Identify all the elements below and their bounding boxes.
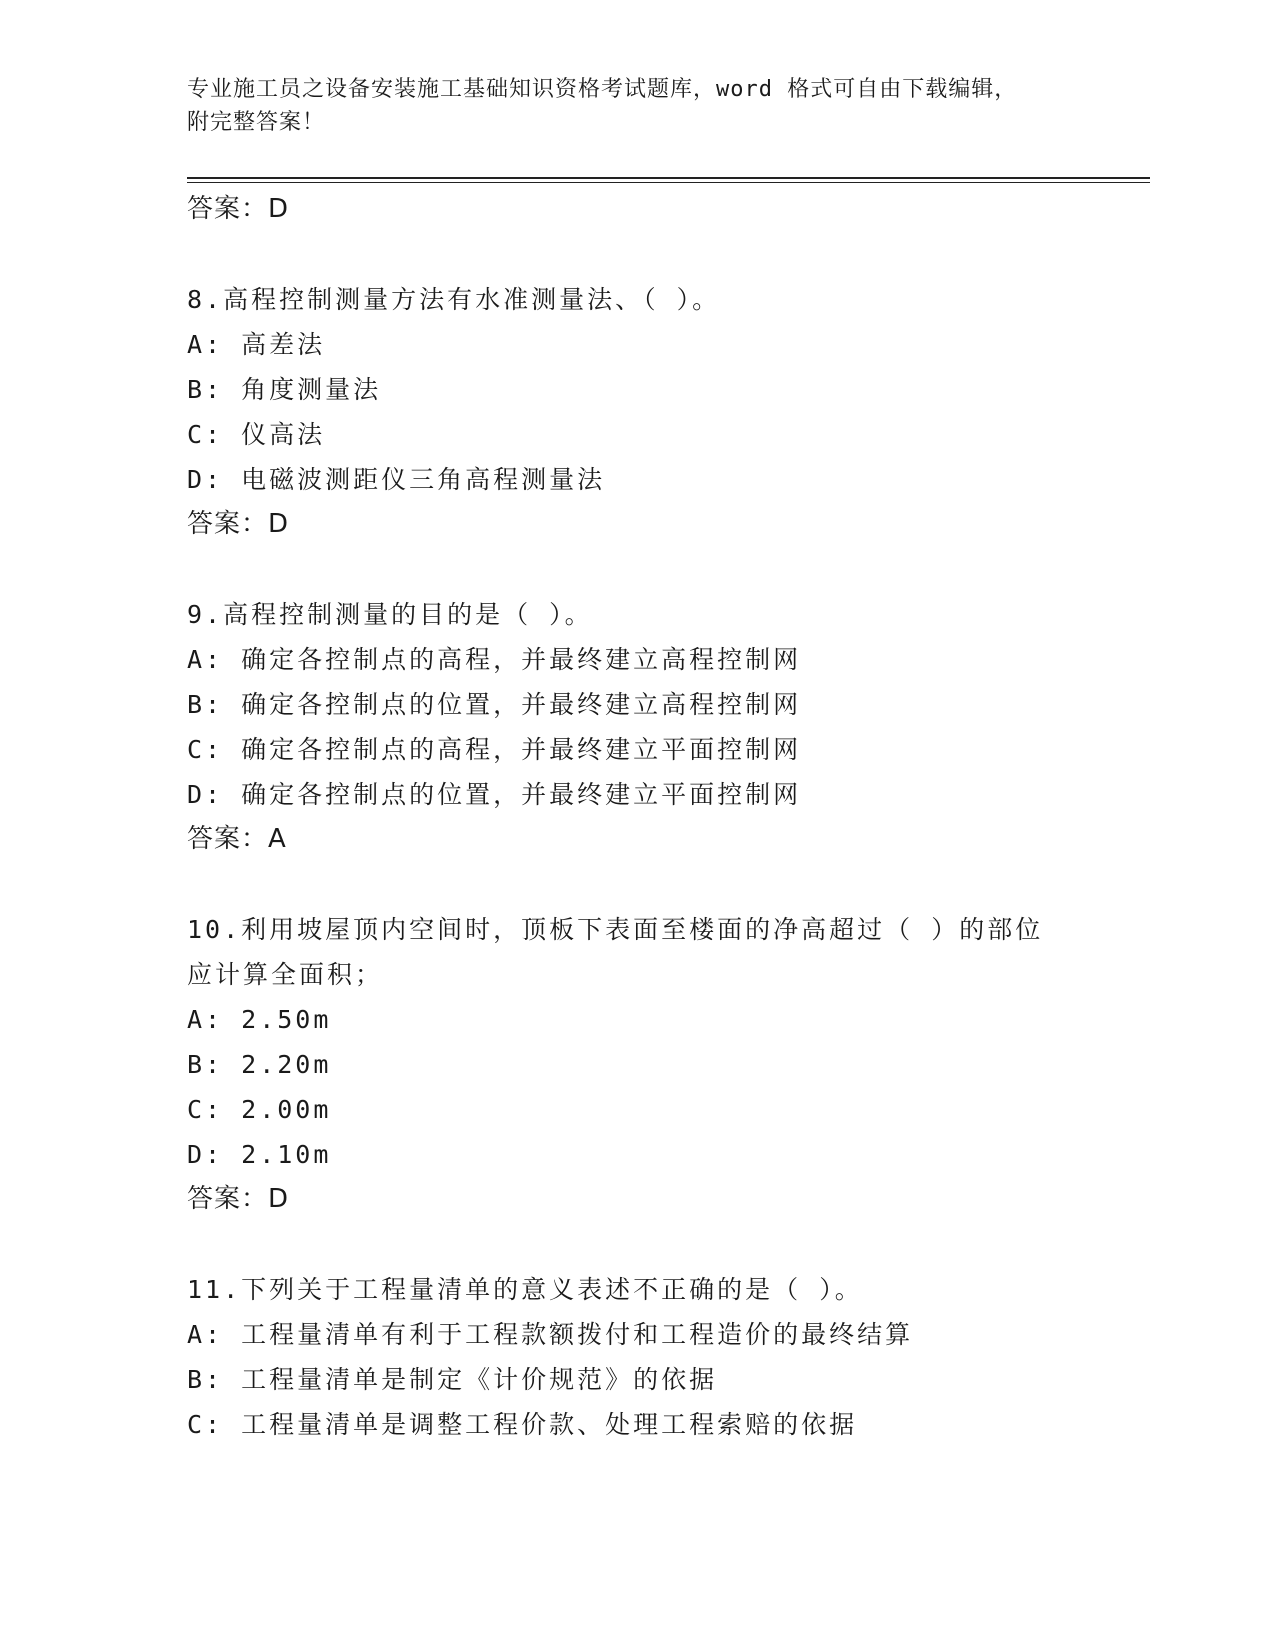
question-10 xyxy=(187,907,1087,1222)
spacer xyxy=(187,1222,1087,1267)
option-d: D: 2.10m xyxy=(187,1140,332,1169)
option-b: B: 2.20m xyxy=(187,1050,332,1079)
option-d: D: 确定各控制点的位置，并最终建立平面控制网 xyxy=(187,780,802,809)
question-text: 11.下列关于工程量清单的意义表述不正确的是（ ）。 xyxy=(187,1275,863,1304)
answer-q7: 答案：D xyxy=(187,194,290,224)
option-a: A: 2.50m xyxy=(187,1005,332,1034)
spacer xyxy=(187,862,1087,907)
question-11 xyxy=(187,1267,1087,1447)
header-line-2: 附完整答案！ xyxy=(187,110,326,135)
option-a: A: 确定各控制点的高程，并最终建立高程控制网 xyxy=(187,645,802,674)
answer: 答案：D xyxy=(187,509,290,539)
question-text-line-1: 10.利用坡屋顶内空间时，顶板下表面至楼面的净高超过（ ）的部位 xyxy=(187,915,1044,944)
document-header xyxy=(187,73,1067,139)
option-b: B: 工程量清单是制定《计价规范》的依据 xyxy=(187,1365,718,1394)
answer: 答案：D xyxy=(187,1184,290,1214)
question-8 xyxy=(187,277,1087,547)
option-c: C: 确定各控制点的高程，并最终建立平面控制网 xyxy=(187,735,802,764)
option-b: B: 确定各控制点的位置，并最终建立高程控制网 xyxy=(187,690,802,719)
spacer xyxy=(187,232,1087,277)
option-c: C: 仪高法 xyxy=(187,420,326,449)
question-text: 8.高程控制测量方法有水准测量法、（ ）。 xyxy=(187,285,721,314)
option-a: A: 高差法 xyxy=(187,330,326,359)
header-divider-thick xyxy=(187,177,1150,179)
option-c: C: 2.00m xyxy=(187,1095,332,1124)
question-9 xyxy=(187,592,1087,862)
option-c: C: 工程量清单是调整工程价款、处理工程索赔的依据 xyxy=(187,1410,858,1439)
question-text: 9.高程控制测量的目的是（ ）。 xyxy=(187,600,593,629)
answer: 答案：A xyxy=(187,824,287,854)
option-a: A: 工程量清单有利于工程款额拨付和工程造价的最终结算 xyxy=(187,1320,914,1349)
option-d: D: 电磁波测距仪三角高程测量法 xyxy=(187,465,606,494)
header-divider-thin xyxy=(187,182,1150,183)
question-text-line-2: 应计算全面积； xyxy=(187,960,384,989)
spacer xyxy=(187,547,1087,592)
header-line-1: 专业施工员之设备安装施工基础知识资格考试题库，word 格式可自由下载编辑， xyxy=(187,77,1018,102)
document-body xyxy=(187,187,1087,1447)
option-b: B: 角度测量法 xyxy=(187,375,382,404)
